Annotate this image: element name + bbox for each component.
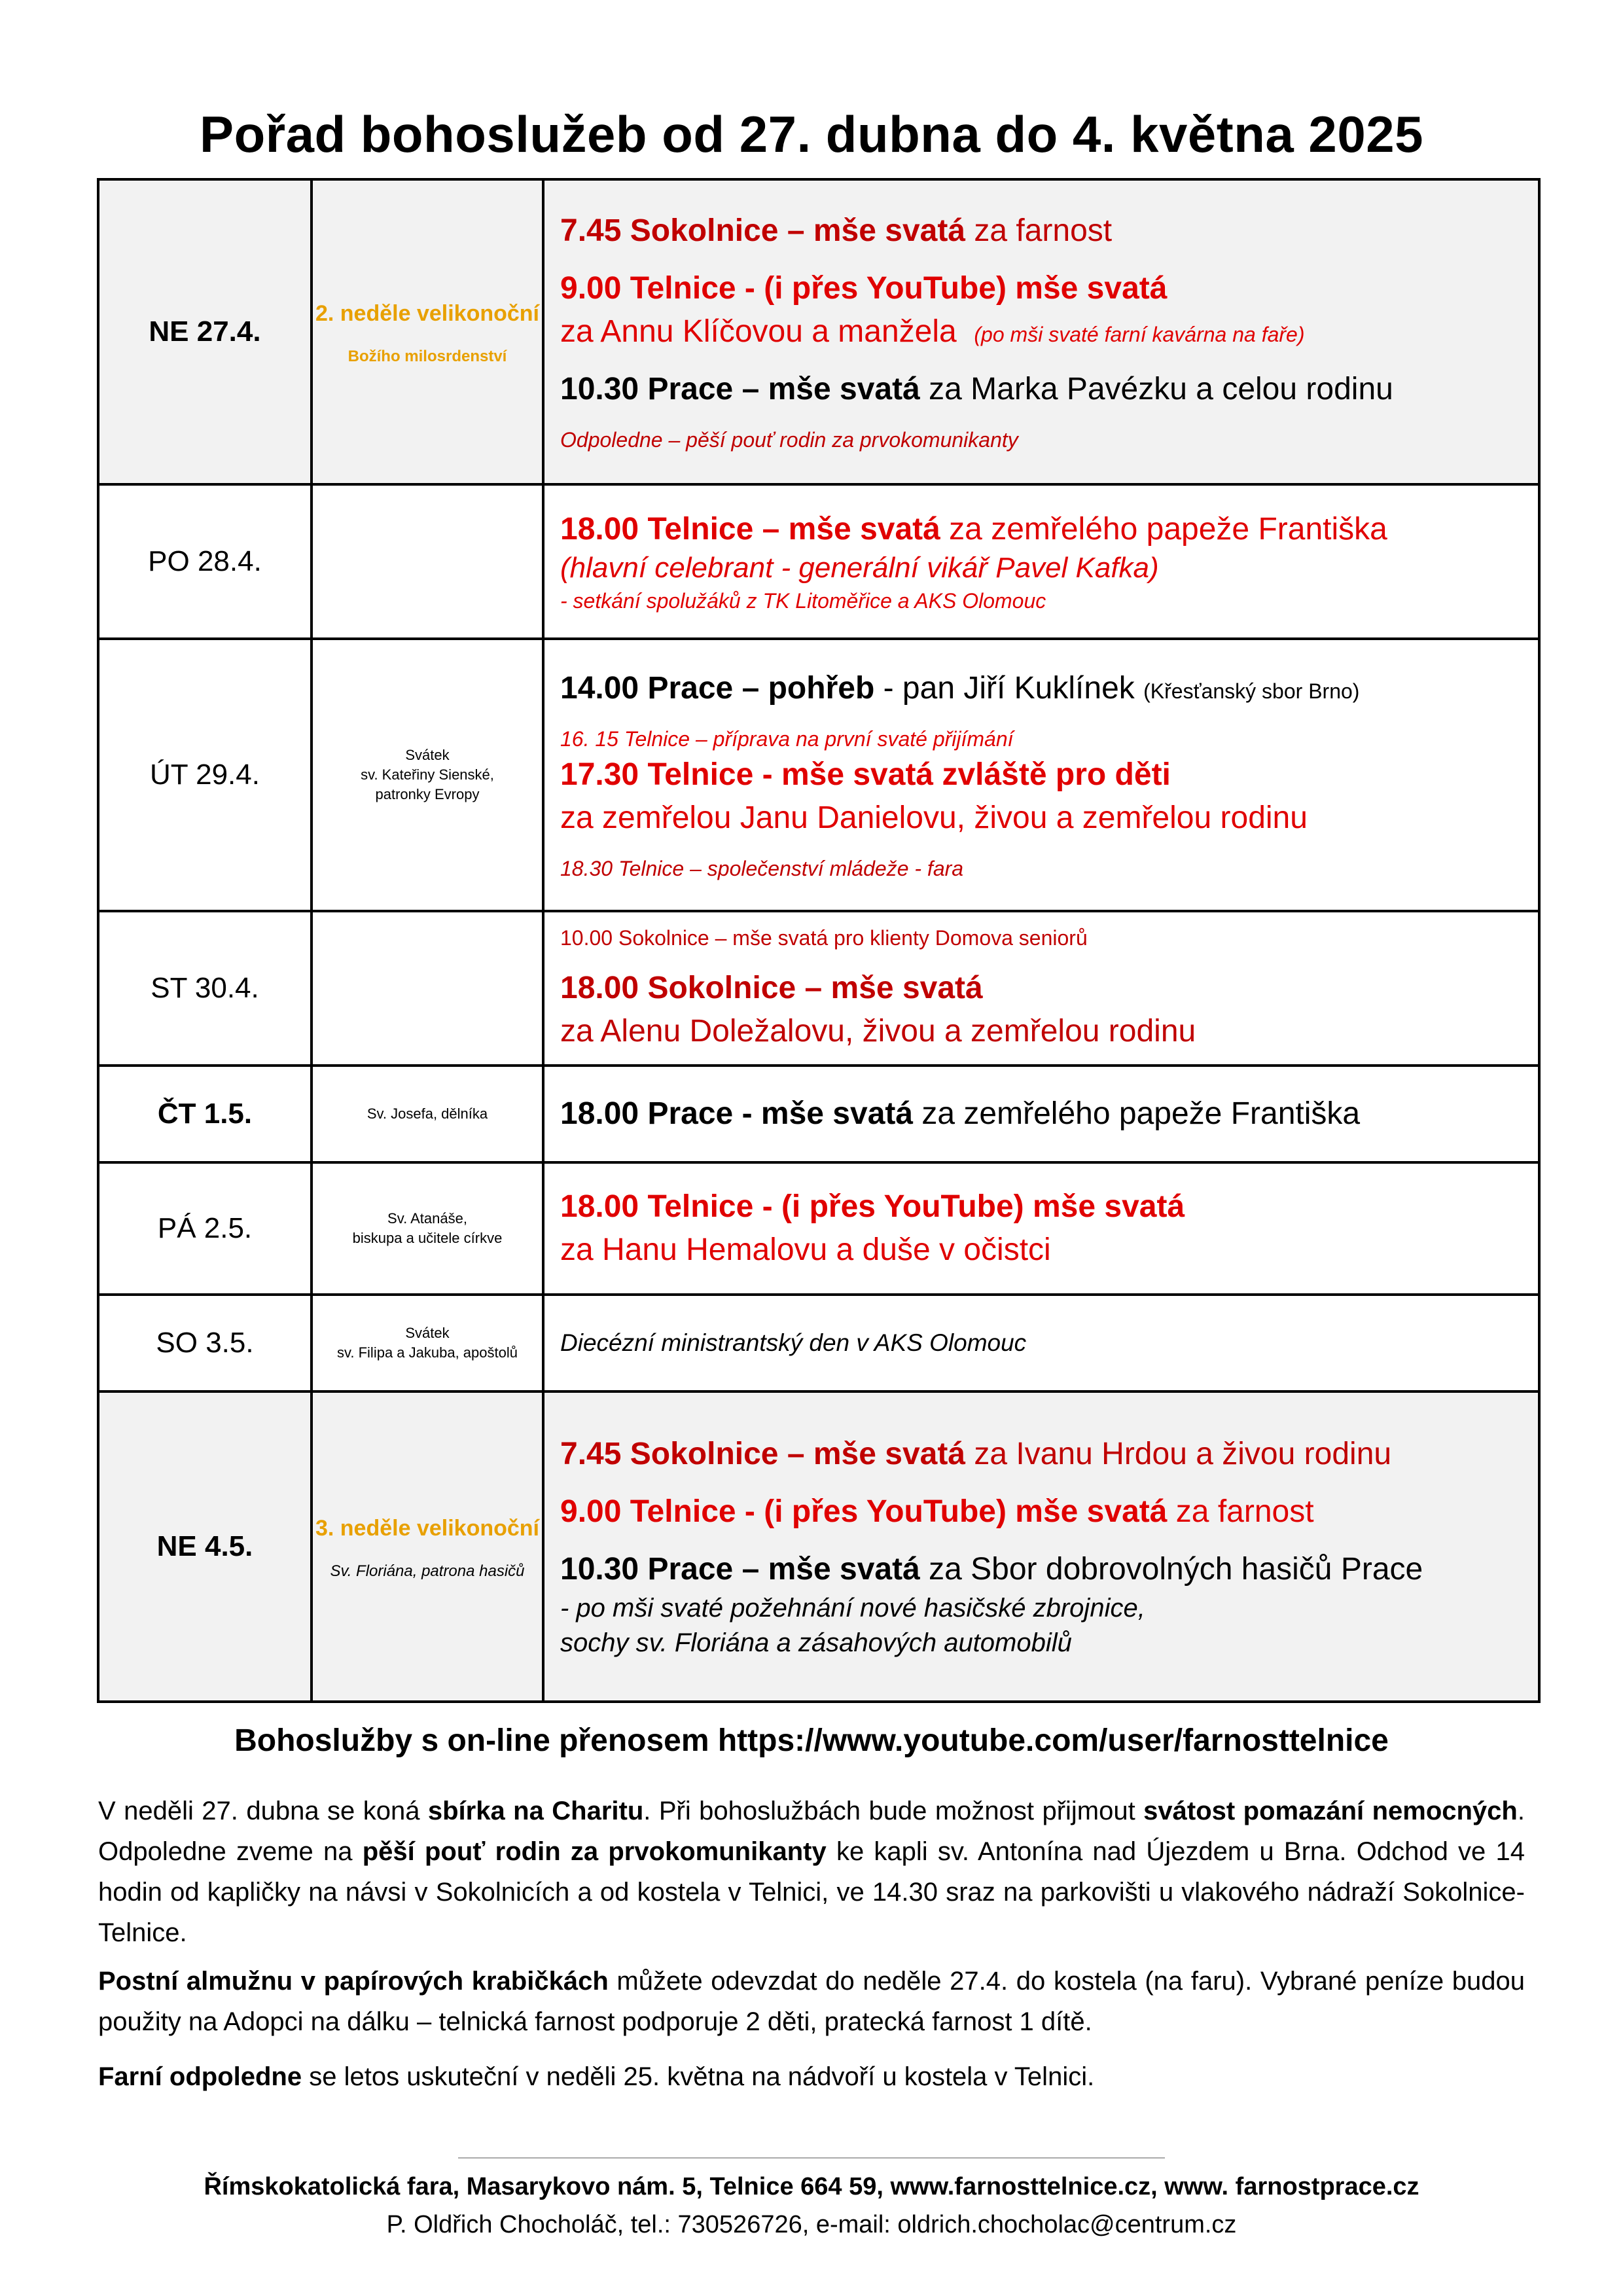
service-time: 17.30 Telnice - mše svatá zvláště pro děti [560, 757, 1171, 792]
footer-address: Římskokatolická fara, Masarykovo nám. 5, Telnice 664 59, www.farnosttelnice.cz, www. farnostprace.cz [204, 2173, 1419, 2200]
feast-cell [312, 1066, 543, 1162]
day-cell: PO 28.4. [98, 484, 312, 639]
feast-line: Svátek [405, 747, 450, 763]
feast-cell [312, 1295, 543, 1391]
service-note: - setkání spolužáků z TK Litoměřice a AKS Olomouc [560, 589, 1046, 613]
service-note: (Křesťanský sbor Brno) [1143, 679, 1360, 703]
paragraph-charity [98, 1791, 1525, 1953]
service-note: 16. 15 Telnice – příprava na první svaté přijímání [560, 727, 1014, 751]
service-note: (po mši svaté farní kavárna na faře) [974, 323, 1305, 346]
table-row [98, 484, 1539, 639]
service-note: (hlavní celebrant - generální vikář Pavel Kafka) [560, 552, 1159, 584]
service-time: 9.00 Telnice - (i přes YouTube) mše svatá [560, 271, 1168, 306]
service-time: 10.30 Prace – mše svatá [560, 372, 920, 406]
service-time: 10.30 Prace – mše svatá [560, 1552, 920, 1587]
day-cell: PÁ 2.5. [98, 1162, 312, 1295]
feast-cell [312, 639, 543, 911]
services-cell [543, 1162, 1539, 1295]
service-intention: za Ivanu Hrdou a živou rodinu [965, 1437, 1392, 1471]
paragraph-parish-afternoon [98, 2056, 1525, 2097]
service-intention: - pan Jiří Kuklínek [874, 671, 1144, 706]
service-intention: za farnost [965, 213, 1113, 248]
feast-line: biskupa a učitele církve [352, 1230, 503, 1246]
service-note: sochy sv. Floriána a zásahových automobilů [560, 1628, 1072, 1657]
table-row [98, 1391, 1539, 1702]
feast-title: 2. neděle velikonoční [315, 301, 539, 326]
service-note: 10.00 Sokolnice – mše svatá pro klienty Domova seniorů [560, 926, 1088, 950]
day-cell: SO 3.5. [98, 1295, 312, 1391]
text: můžete odevzdat do neděle 27.4. do kostela (na faru). Vybrané peníze budou použity na Adopci na dálku – telnická farnost podporuje 2 děti, pratecká farnost 1 dítě. [98, 1967, 1525, 2036]
text-bold: Farní odpoledne [98, 2062, 302, 2091]
service-intention: za Alenu Doležalovu, živou a zemřelou rodinu [560, 1014, 1196, 1049]
table-row [98, 179, 1539, 484]
online-heading: Bohoslužby s on-line přenosem https://www.youtube.com/user/farnosttelnice [234, 1723, 1389, 1758]
text-bold: svátost pomazání nemocných [1143, 1797, 1518, 1825]
paragraph-almsgiving [98, 1961, 1525, 2042]
service-intention: za zemřelého papeže Františka [940, 512, 1387, 547]
text-bold: sbírka na Charitu [427, 1797, 644, 1825]
feast-line: patronky Evropy [375, 786, 480, 802]
service-note: - po mši svaté požehnání nové hasičské zbrojnice, [560, 1594, 1145, 1623]
services-cell [543, 1295, 1539, 1391]
feast-line: sv. Filipa a Jakuba, apoštolů [337, 1344, 518, 1361]
service-intention: za farnost [1167, 1494, 1314, 1529]
services-cell [543, 639, 1539, 911]
text: ke kapli sv. Antonína nad Újezdem u Brna. Odchod ve 14 hodin od kapličky na návsi v Sokolnicích a od kostela v Telnici, ve 14.30 sraz na parkovišti u vlakového nádraží Sokolnice-Telnice. [98, 1837, 1525, 1947]
footer-contact: P. Oldřich Chocholáč, tel.: 730526726, e-mail: oldrich.chocholac@centrum.cz [386, 2211, 1237, 2238]
feast-cell [312, 1391, 543, 1702]
text-bold: pěší pouť rodin za prvokomunikanty [362, 1837, 827, 1866]
day-cell: ČT 1.5. [98, 1066, 312, 1162]
service-note: Odpoledne – pěší pouť rodin za prvokomunikanty [560, 428, 1018, 452]
feast-title: 3. neděle velikonoční [315, 1516, 539, 1541]
feast-cell [312, 484, 543, 639]
service-intention: za Marka Pavézku a celou rodinu [919, 372, 1393, 406]
day-cell: NE 27.4. [98, 179, 312, 484]
feast-line: Sv. Atanáše, [387, 1210, 467, 1227]
services-cell [543, 179, 1539, 484]
table-row [98, 1066, 1539, 1162]
text: se letos uskuteční v neděli 25. května na nádvoří u kostela v Telnici. [302, 2062, 1095, 2091]
text: . Odpoledne zveme na [98, 1797, 1525, 1866]
service-time: 7.45 Sokolnice – mše svatá [560, 1437, 966, 1471]
text: . Při bohoslužbách bude možnost přijmout [643, 1797, 1144, 1825]
services-cell [543, 1391, 1539, 1702]
table-row [98, 1162, 1539, 1295]
text-bold: Postní almužnu v papírových krabičkách [98, 1967, 609, 1996]
feast-cell [312, 179, 543, 484]
services-cell [543, 484, 1539, 639]
table-row [98, 1295, 1539, 1391]
schedule-table [97, 178, 1541, 1703]
feast-cell [312, 1162, 543, 1295]
services-cell [543, 911, 1539, 1066]
table-row [98, 911, 1539, 1066]
table-row [98, 639, 1539, 911]
feast-line: Sv. Josefa, dělníka [366, 1105, 488, 1122]
service-intention: za zemřelou Janu Danielovu, živou a zemřelou rodinu [560, 800, 1308, 835]
service-intention: za Annu Klíčovou a manžela [560, 314, 957, 349]
day-cell: ST 30.4. [98, 911, 312, 1066]
feast-subtitle: Božího milosrdenství [348, 348, 507, 365]
service-time: 18.00 Sokolnice – mše svatá [560, 971, 983, 1005]
service-intention: za Sbor dobrovolných hasičů Prace [919, 1552, 1423, 1587]
feast-line: Svátek [405, 1325, 450, 1341]
feast-subtitle: Sv. Floriána, patrona hasičů [330, 1562, 525, 1580]
feast-cell [312, 911, 543, 1066]
service-intention: za zemřelého papeže Františka [913, 1096, 1361, 1131]
service-note: 18.30 Telnice – společenství mládeže - fara [560, 857, 964, 880]
text: V neděli 27. dubna se koná [98, 1797, 428, 1825]
service-time: 18.00 Prace - mše svatá [560, 1096, 914, 1131]
service-time: 18.00 Telnice - (i přes YouTube) mše svatá [560, 1189, 1185, 1224]
day-cell: ÚT 29.4. [98, 639, 312, 911]
service-note: Diecézní ministrantský den v AKS Olomouc [560, 1329, 1027, 1356]
services-cell [543, 1066, 1539, 1162]
feast-line: sv. Kateřiny Sienské, [361, 766, 494, 783]
page-title: Pořad bohoslužeb od 27. dubna do 4. května 2025 [200, 105, 1423, 163]
service-time: 14.00 Prace – pohřeb [560, 671, 875, 706]
day-cell: NE 4.5. [98, 1391, 312, 1702]
service-time: 18.00 Telnice – mše svatá [560, 512, 940, 547]
service-intention: za Hanu Hemalovu a duše v očistci [560, 1232, 1051, 1267]
footer-divider [458, 2157, 1165, 2159]
service-time: 7.45 Sokolnice – mše svatá [560, 213, 966, 248]
service-time: 9.00 Telnice - (i přes YouTube) mše svatá [560, 1494, 1168, 1529]
